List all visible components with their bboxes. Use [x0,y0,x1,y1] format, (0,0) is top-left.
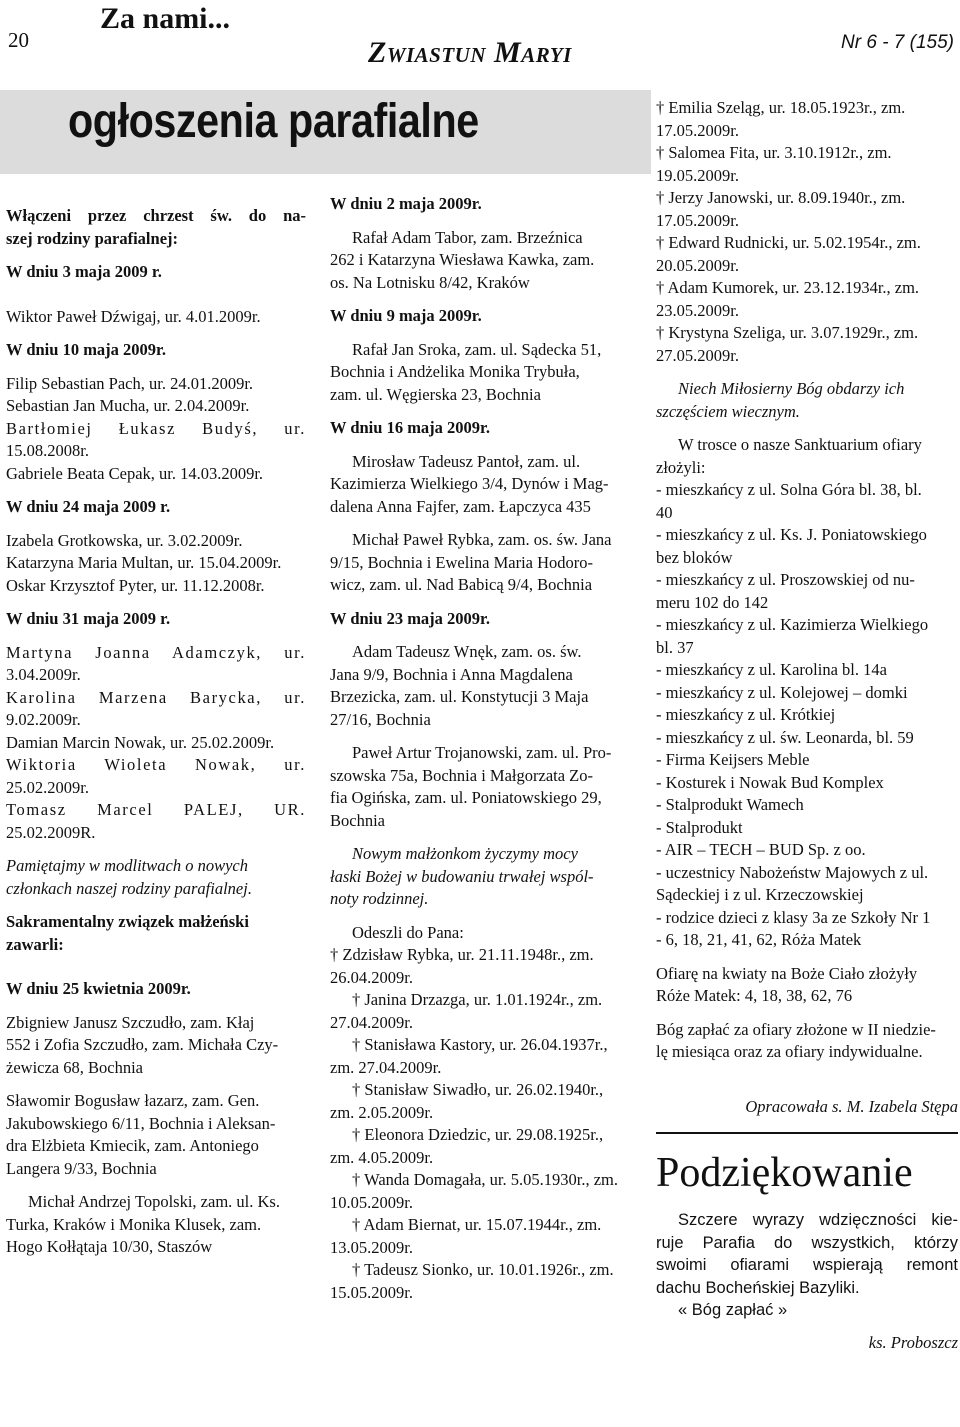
date-heading: W dniu 25 kwietnia 2009r. [6,979,191,998]
donation-item: - AIR – TECH – BUD Sp. z oo. [656,840,866,859]
column-3 [656,97,958,1354]
baptism-entry: Wiktor Paweł Dźwigaj, ur. 4.01.2009r. [6,306,261,326]
donation-item: - mieszkańcy z ul. św. Leonarda, bl. 59 [656,727,914,747]
baptism-intro: Włączeni przez chrzest św. do na- [6,206,306,225]
baptism-entry: Filip Sebastian Pach, ur. 24.01.2009r. [6,373,254,393]
baptism-entry: Oskar Krzysztof Pyter, ur. 11.12.2008r. [6,575,265,595]
deceased-entry: † Wanda Domagała, ur. 5.05.1930r., zm. [352,1170,618,1189]
god-bless-note: Bóg zapłać za ofiary złożone w II niedzie- [656,1019,936,1039]
date-heading: W dniu 31 maja 2009 r. [6,609,171,628]
compiled-by: Opracowała s. M. Izabela Stępa [745,1096,958,1116]
baptism-entry: Martyna Joanna Adamczyk, ur. [6,642,306,662]
wishes-note: łaski Bożej w budowaniu trwałej wspól- [330,866,594,886]
marriage-entry: Zbigniew Janusz Szczudło, zam. Kłaj [6,1012,255,1032]
baptism-entry: 3.04.2009r. [6,665,81,684]
baptism-entry: Wiktoria Wioleta Nowak, ur. [6,755,306,774]
deceased-entry: † Janina Drzazga, ur. 1.01.1924r., zm. [352,990,603,1009]
marriage-entry: Adam Tadeusz Wnęk, zam. os. św. [352,642,582,661]
marriage-entry: Rafał Jan Sroka, zam. ul. Sądecka 51, [352,339,602,359]
deceased-entry: 20.05.2009r. [656,255,739,275]
marriage-entry: Brzezicka, zam. ul. Konstytucji 3 Maja [330,687,589,706]
donation-item: - mieszkańcy z ul. Ks. J. Poniatowskiego [656,525,927,544]
rest-prayer: Niech Miłosierny Bóg obdarzy ich [678,379,905,398]
prayer-note: członkach naszej rodziny parafialnej. [6,878,252,898]
deceased-entry: † Tadeusz Sionko, ur. 10.01.1926r., zm. [352,1260,614,1279]
marriage-heading: zawarli: [6,934,64,954]
baptism-entry: 9.02.2009r. [6,710,81,729]
flowers-note: Róże Matek: 4, 18, 38, 62, 76 [656,986,853,1005]
deceased-entry: † Zdzisław Rybka, ur. 21.11.1948r., zm. [330,945,594,964]
marriage-entry: Turka, Kraków i Monika Klusek, zam. [6,1214,262,1234]
wishes-note: Nowym małżonkom życzymy mocy [352,844,578,863]
marriage-entry: dalena Anna Fajfer, zam. Łapczyca 435 [330,496,591,516]
donation-item: - uczestnicy Nabożeństw Majowych z ul. [656,862,929,882]
column-2 [330,193,632,1304]
baptism-entry: Gabriele Beata Cepak, ur. 14.03.2009r. [6,463,264,483]
donation-item: - 6, 18, 21, 41, 62, Róża Matek [656,930,862,949]
issue-number: Nr 6 - 7 (155) [841,32,954,53]
marriage-entry: zam. ul. Węgierska 23, Bochnia [330,384,541,404]
deceased-entry: 13.05.2009r. [330,1237,413,1257]
marriage-entry: dra Elżbieta Kmiecik, zam. Antoniego [6,1136,259,1155]
section-banner [0,90,651,174]
deceased-entry: † Krystyna Szeliga, ur. 3.07.1929r., zm. [656,323,919,342]
donation-item: - Stalprodukt [656,817,743,837]
date-heading: W dniu 2 maja 2009r. [330,194,482,213]
masthead-title: Zwiastun Maryi [368,36,572,69]
deceased-entry: zm. 27.04.2009r. [330,1057,442,1077]
deceased-entry: † Stanisława Kastory, ur. 26.04.1937r., [352,1035,608,1054]
marriage-entry: Sławomir Bogusław łazarz, zam. Gen. [6,1091,260,1110]
donation-item: meru 102 do 142 [656,592,769,612]
marriage-entry: os. Na Lotnisku 8/42, Kraków [330,272,530,292]
deceased-entry: † Eleonora Dziedzic, ur. 29.08.1925r., [352,1125,604,1144]
baptism-entry: Damian Marcin Nowak, ur. 25.02.2009r. [6,732,275,752]
thanks-text: swoimi ofiarami wspierają remont [656,1256,958,1274]
donation-item: Sądeckiej i z ul. Krzeczowskiej [656,885,864,904]
date-heading: W dniu 23 maja 2009r. [330,608,490,628]
section-label: Za nami... [100,2,231,35]
deceased-entry: † Stanisław Siwadło, ur. 26.02.1940r., [352,1080,604,1099]
marriage-entry: Bochnia i Andżelika Monika Trybuła, [330,362,580,381]
baptism-entry: 25.02.2009R. [6,822,96,842]
column-1 [6,205,306,1259]
deceased-entry: 15.05.2009r. [330,1282,413,1302]
deceased-entry: † Jerzy Janowski, ur. 8.09.1940r., zm. [656,188,906,207]
wishes-note: noty rodzinnej. [330,889,429,908]
thanks-text: ruje Parafia do wszystkich, którzy [656,1233,958,1252]
marriage-entry: wicz, zam. ul. Nad Babicą 9/4, Bochnia [330,575,593,594]
marriage-entry: 27/16, Bochnia [330,709,431,729]
baptism-intro: szej rodziny parafialnej: [6,228,179,248]
divider [656,1132,958,1134]
marriage-entry: 552 i Zofia Szczudło, zam. Michała Czy- [6,1035,279,1054]
marriage-entry: Michał Andrzej Topolski, zam. ul. Ks. [28,1192,280,1211]
marriage-entry: Mirosław Tadeusz Pantoł, zam. ul. [352,451,581,471]
marriage-entry: Langera 9/33, Bochnia [6,1158,157,1178]
marriage-entry: Paweł Artur Trojanowski, zam. ul. Pro- [352,743,612,762]
donation-item: złożyli: [656,457,706,477]
marriage-entry: Jana 9/9, Bochnia i Anna Magdalena [330,664,573,684]
deceased-entry: zm. 4.05.2009r. [330,1147,434,1167]
banner-title: ogłoszenia parafialne [68,95,479,148]
marriage-entry: Michał Paweł Rybka, zam. os. św. Jana [352,530,612,549]
date-heading: W dniu 24 maja 2009 r. [6,497,171,516]
marriage-entry: Kazimierza Wielkiego 3/4, Dynów i Mag- [330,474,609,493]
marriage-entry: szowska 75a, Bochnia i Małgorzata Zo- [330,765,594,785]
donation-item: - mieszkańcy z ul. Krótkiej [656,705,836,724]
marriage-entry: Rafał Adam Tabor, zam. Brzeźnica [352,227,583,247]
deceased-entry: 27.05.2009r. [656,345,739,365]
prayer-note: Pamiętajmy w modlitwach o nowych [6,856,248,875]
donation-item: bez bloków [656,547,733,567]
donation-item: - mieszkańcy z ul. Proszowskiej od nu- [656,570,915,589]
donation-item: - mieszkańcy z ul. Kazimierza Wielkiego [656,615,929,634]
date-heading: W dniu 9 maja 2009r. [330,306,482,325]
date-heading: W dniu 16 maja 2009r. [330,418,490,437]
donation-item: - mieszkańcy z ul. Karolina bl. 14a [656,660,887,679]
deceased-entry: † Emilia Szeląg, ur. 18.05.1923r., zm. [656,98,906,117]
baptism-entry: Karolina Marzena Barycka, ur. [6,687,306,707]
deceased-entry: 26.04.2009r. [330,967,413,987]
signature: ks. Proboszcz [868,1332,958,1352]
baptism-entry: 25.02.2009r. [6,777,89,797]
baptism-entry: Sebastian Jan Mucha, ur. 2.04.2009r. [6,396,250,415]
marriage-entry: żewicza 68, Bochnia [6,1057,143,1077]
deceased-entry: † Salomea Fita, ur. 3.10.1912r., zm. [656,143,892,162]
marriage-heading: Sakramentalny związek małżeński [6,912,249,931]
baptism-entry: 15.08.2008r. [6,441,89,460]
rest-prayer: szczęściem wiecznym. [656,401,800,421]
deceased-entry: 17.05.2009r. [656,210,739,230]
deceased-entry: zm. 2.05.2009r. [330,1102,434,1122]
deceased-entry: 19.05.2009r. [656,165,739,185]
marriage-entry: 262 i Katarzyna Wiesława Kawka, zam. [330,250,595,269]
flowers-note: Ofiarę na kwiaty na Boże Ciało złożyły [656,963,918,983]
baptism-entry: Izabela Grotkowska, ur. 3.02.2009r. [6,530,243,550]
deceased-entry: 23.05.2009r. [656,300,739,320]
donation-item: - mieszkańcy z ul. Solna Góra bl. 38, bl. [656,480,922,499]
deceased-entry: † Edward Rudnicki, ur. 5.02.1954r., zm. [656,233,921,252]
date-heading: W dniu 3 maja 2009 r. [6,262,162,281]
donation-item: - Stalprodukt Wamech [656,795,804,814]
deceased-entry: 17.05.2009r. [656,120,739,140]
donations-intro: W trosce o nasze Sanktuarium ofiary [678,435,922,454]
god-bless-note: lę miesiąca oraz za ofiary indywidualne. [656,1042,923,1061]
page-number: 20 [8,28,29,52]
deceased-entry: † Adam Biernat, ur. 15.07.1944r., zm. [352,1215,602,1234]
baptism-entry: Katarzyna Maria Multan, ur. 15.04.2009r. [6,553,282,572]
deceased-entry: 27.04.2009r. [330,1012,413,1032]
date-heading: W dniu 10 maja 2009r. [6,340,166,359]
donation-item: - Firma Keijsers Meble [656,750,810,769]
donation-item: - rodzice dzieci z klasy 3a ze Szkoły Nr 1 [656,907,931,927]
deceased-entry: † Adam Kumorek, ur. 23.12.1934r., zm. [656,278,920,297]
donation-item: 40 [656,502,673,522]
thanks-text: dachu Bocheńskiej Bazyliki. [656,1278,860,1297]
marriage-entry: fia Ogińska, zam. ul. Poniatowskiego 29, [330,788,602,807]
marriage-entry: Jakubowskiego 6/11, Bochnia i Aleksan- [6,1113,276,1133]
donation-item: - Kosturek i Nowak Bud Komplex [656,772,884,792]
thanks-closing: « Bóg zapłać » [678,1301,788,1319]
marriage-entry: Hogo Kołłątaja 10/30, Staszów [6,1237,213,1256]
deceased-heading: Odeszli do Pana: [352,922,464,942]
deceased-entry: 10.05.2009r. [330,1192,413,1212]
donation-item: - mieszkańcy z ul. Kolejowej – domki [656,682,908,702]
marriage-entry: Bochnia [330,810,385,830]
baptism-entry: Bartłomiej Łukasz Budyś, ur. [6,418,306,438]
thanks-text: Szczere wyrazy wdzięczności kie- [678,1211,958,1229]
thanks-title: Podziękowanie [656,1150,913,1196]
marriage-entry: 9/15, Bochnia i Ewelina Maria Hodoro- [330,552,594,572]
donation-item: bl. 37 [656,637,694,657]
baptism-entry: Tomasz Marcel PALEJ, UR. [6,800,306,819]
